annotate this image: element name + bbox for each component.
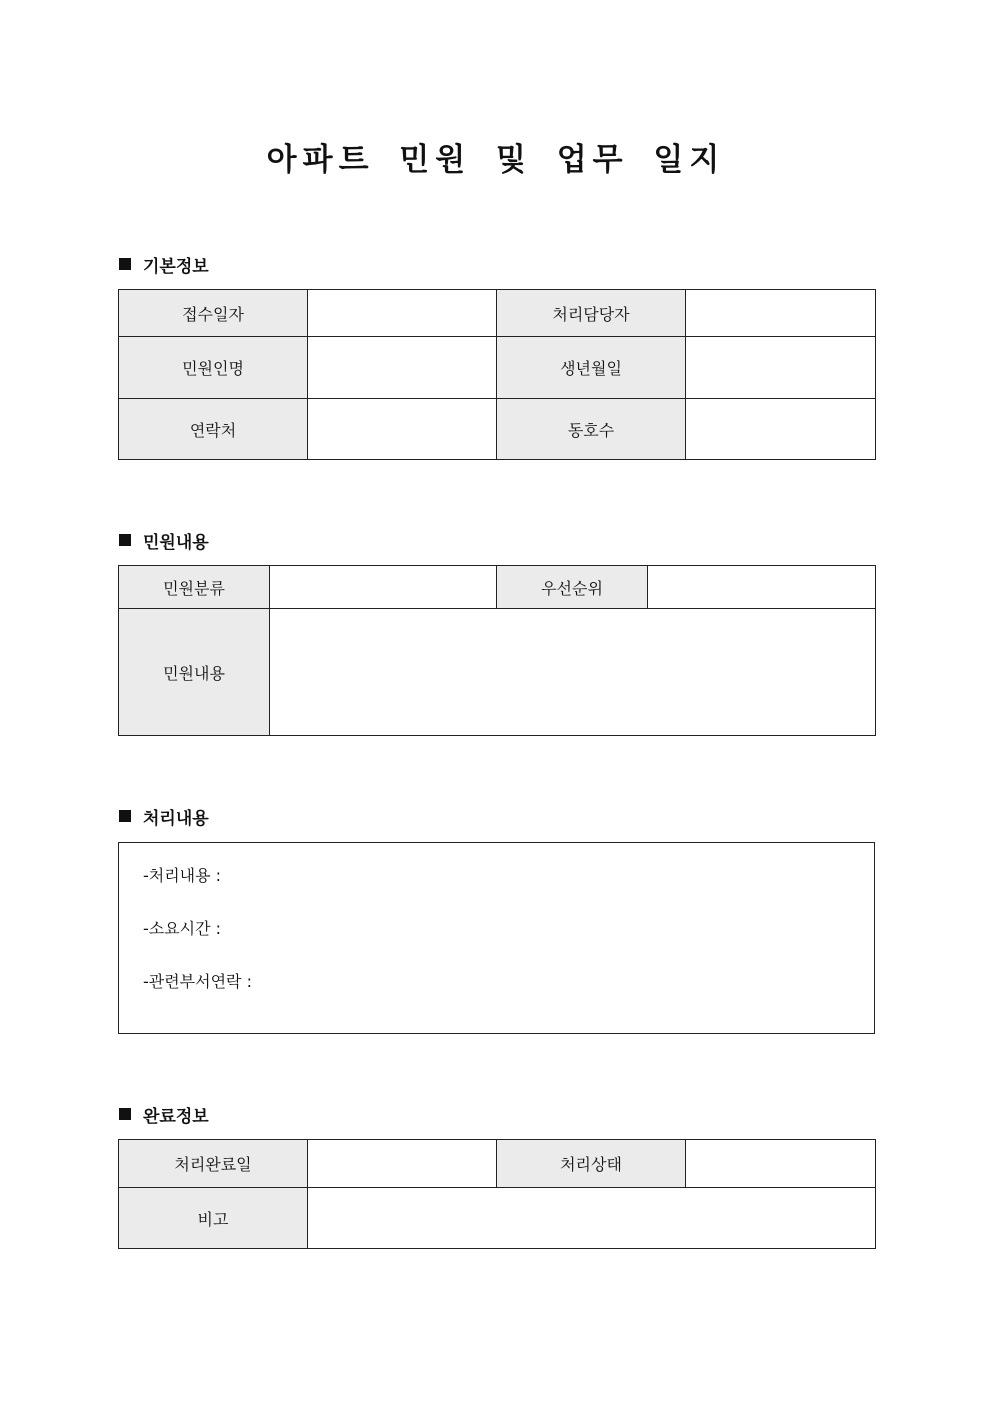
section-title: 완료정보 xyxy=(143,1106,209,1127)
section-heading-basic-info xyxy=(119,252,209,276)
complaint-category-field[interactable] xyxy=(270,566,497,609)
section-heading-complaint xyxy=(119,528,209,552)
receipt-date-label: 접수일자 xyxy=(119,290,308,337)
receipt-date-field[interactable] xyxy=(308,290,497,337)
processing-status-label: 처리상태 xyxy=(497,1140,686,1188)
department-contact-line: -관련부서연락 : xyxy=(143,972,252,991)
completion-date-label: 처리완료일 xyxy=(119,1140,308,1188)
basic-info-table xyxy=(118,289,876,460)
square-bullet-icon xyxy=(119,1108,131,1120)
remarks-label: 비고 xyxy=(119,1188,308,1249)
time-required-line: -소요시간 : xyxy=(143,919,222,938)
birthdate-label: 생년월일 xyxy=(497,337,686,399)
handler-label: 처리담당자 xyxy=(497,290,686,337)
priority-field[interactable] xyxy=(648,566,876,609)
contact-field[interactable] xyxy=(308,399,497,460)
remarks-field[interactable] xyxy=(308,1188,876,1249)
processing-box[interactable] xyxy=(118,842,875,1034)
priority-label: 우선순위 xyxy=(497,566,648,609)
square-bullet-icon xyxy=(119,258,131,270)
complaint-category-label: 민원분류 xyxy=(119,566,270,609)
complaint-content-field[interactable] xyxy=(270,609,876,736)
square-bullet-icon xyxy=(119,810,131,822)
processing-detail-line: -처리내용 : xyxy=(143,866,222,885)
completion-table xyxy=(118,1139,876,1249)
complaint-content-label: 민원내용 xyxy=(119,609,270,736)
unit-number-field[interactable] xyxy=(686,399,876,460)
processing-status-field[interactable] xyxy=(686,1140,876,1188)
birthdate-field[interactable] xyxy=(686,337,876,399)
handler-field[interactable] xyxy=(686,290,876,337)
section-heading-completion xyxy=(119,1102,209,1126)
section-title: 기본정보 xyxy=(143,256,209,277)
section-title: 처리내용 xyxy=(143,808,209,829)
completion-date-field[interactable] xyxy=(308,1140,497,1188)
square-bullet-icon xyxy=(119,534,131,546)
page-title: 아파트 민원 및 업무 일지 xyxy=(266,142,726,178)
unit-number-label: 동호수 xyxy=(497,399,686,460)
section-title: 민원내용 xyxy=(143,532,209,553)
section-heading-processing xyxy=(119,804,209,828)
complaint-table xyxy=(118,565,876,736)
complainant-name-field[interactable] xyxy=(308,337,497,399)
complainant-name-label: 민원인명 xyxy=(119,337,308,399)
contact-label: 연락처 xyxy=(119,399,308,460)
